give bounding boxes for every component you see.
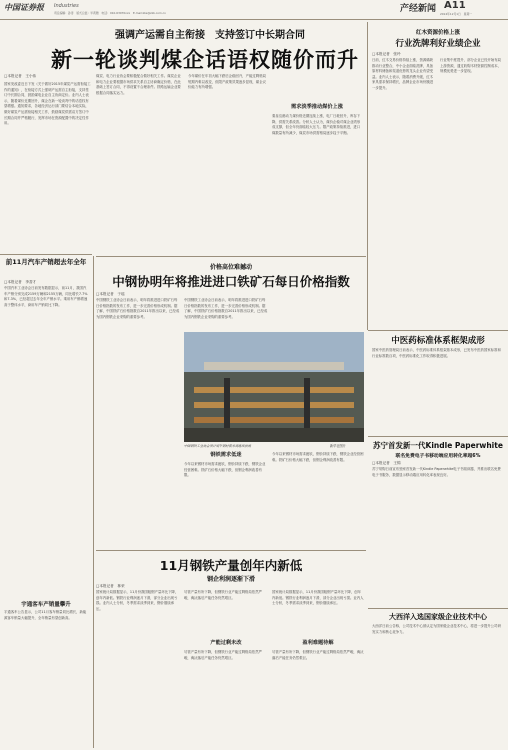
- paper-name: 中国证券报: [4, 3, 44, 12]
- steel-body2: 尽管产量有所下降，但钢铁行业产能过剩格局依然严峻，淘汰落后产能任务仍然艰巨。: [184, 590, 262, 600]
- right-byline: □本报记者 张玲: [372, 52, 401, 56]
- left-box-rule: [0, 254, 92, 255]
- left-box-body: 中国汽车工业协会日前发布数据显示，前11月，我国汽车产销分别完成2159万辆和2155万辆，同比增长7.7%和7.3%，已经超过去年全年产销水平。乘用车产销增速高于整体水平，商用车产销同比下降。: [4, 286, 88, 307]
- dalian-body: 大西洋日前公告称，公司技术中心被认定为国家级企业技术中心，将进一步提升公司研发实力和核心竞争力。: [372, 624, 501, 634]
- steel-sub2: 盈利难题待解: [302, 640, 334, 646]
- mid-kicker: 价格高位难撼动: [209, 264, 252, 271]
- mid-sub1: 钢铁需求低迷: [210, 452, 242, 458]
- mid-body3: 今年以来钢材市场需求疲软，钢价持续下跌，钢铁企业经营困难。铁矿石价格大幅下跌，但钢企利润改善有限。: [272, 452, 364, 462]
- medicine-headline: 中医药标准体系框架成形: [391, 336, 485, 346]
- mid-byline: □本报记者 于瑶: [96, 292, 125, 296]
- info-line: 责任编辑：孙涛 版式总监：毕莉雅 电话：010-63070xxx E-mail:zbs@zzb.com.cn: [54, 11, 166, 15]
- lead-headline: 新一轮谈判煤企话语权随价而升: [51, 48, 359, 72]
- steel-body3: 尽管产量有所下降，但钢铁行业产能过剩格局依然严峻，淘汰落后产能任务仍然艰巨。: [184, 650, 262, 660]
- left-box-body2: 宇通客车公告显示，公司11月客车销量同比增长，新能源客车销量大幅提升，全年销量有望创新高。: [4, 610, 87, 620]
- left-box-title2: 宇通客车产销量攀升: [21, 602, 71, 608]
- steel-headline: 11月钢铁产量创年内新低: [159, 558, 303, 573]
- section-en: Industries: [54, 3, 79, 9]
- steel-rule: [96, 550, 366, 551]
- left-box-byline: □本报记者 李香才: [4, 280, 37, 284]
- left-box-title: 前11月汽车产销超去年全年: [5, 258, 87, 266]
- divider-left: [93, 256, 94, 748]
- mid-body: 中国钢铁工业协会日前表示，明年将推进进口铁矿石每日价格指数的发布工作，进一步完善价格形成机制。据了解，中国铁矿石价格指数自2011年推出以来，已经成为国内钢铁企业采购的重要参考。: [96, 298, 180, 319]
- mid-headline: 中钢协明年将推进进口铁矿石每日价格指数: [112, 274, 350, 289]
- steel-kicker: 钢企利润逐渐下滑: [206, 576, 255, 583]
- mid-rule-top: [96, 256, 366, 257]
- mid-body2: 今年以来钢材市场需求疲软，钢价持续下跌，钢铁企业经营困难。铁矿石价格大幅下跌，但钢企利润改善有限。: [184, 462, 266, 478]
- kindle-kicker: 联名免费电子书移动端应用转化率超6%: [395, 454, 481, 459]
- masthead: [0, 0, 508, 20]
- mid-body-col2: 中国钢铁工业协会日前表示，明年将推进进口铁矿石每日价格指数的发布工作，进一步完善价格形成机制。据了解，中国铁矿石价格指数自2011年推出以来，已经成为国内钢铁企业采购的重要参考。: [184, 298, 268, 319]
- photo-art: [184, 332, 364, 442]
- section-cn: 产经新闻: [400, 4, 437, 14]
- steel-sub1: 产能过剩未改: [210, 640, 242, 646]
- photo-credit: 新华社图片: [330, 444, 346, 448]
- photo-caption: 中国钢铁工业协会预计明年钢材需求将继续放缓: [184, 444, 251, 448]
- steel-body4: 国家统计局数据显示，11月份我国粗钢产量环比下降，创年内新低。钢铁行业利润逐月下滑，部分企业出现亏损。业内人士分析，冬季需求淡季到来，钢价继续承压。: [272, 590, 364, 606]
- steel-body5: 尽管产量有所下降，但钢铁行业产能过剩格局依然严峻，淘汰落后产能任务仍然艰巨。: [272, 650, 364, 660]
- right-headline: 行业洗牌利好业绩企业: [395, 39, 481, 49]
- kindle-body: 苏宁易购日前宣布独家首发新一代Kindle Paperwhite电子书阅读器，并推出联名免费电子书服务，数据显示移动端应用转化率表现良好。: [372, 467, 501, 477]
- masthead-rule: [0, 19, 508, 20]
- kindle-byline: □本报记者 王锦: [372, 461, 401, 465]
- right-body: 日前，红木交易价格持续上涨，资源稀缺推动行业整合，中小企业面临洗牌，具备原材料储备和渠道优势的龙头企业有望受益。业内人士表示，随着消费升级，红木家具需求保持增长，品牌企业市场份额进一步提升。: [372, 58, 434, 90]
- lead-body: 国家发改委近日下发《关于做好2015年煤炭产运需衔接工作的通知》，在衔接方式上强调产运需自主衔接，支持签订中长期合同，鼓励煤电企业自主协商定价。业内人士表示，随着煤价近期回升，煤企在新一轮谈判中的话语权有望增强。通知要求，各地经济运行部门要结合本地实际，做好煤炭产运需衔接相关工作，鼓励煤炭供需双方签订中长期合同并严格履行，发挥市场在资源配置中的决定性作用。: [4, 82, 91, 126]
- steel-byline: □本报记者 林荣: [96, 584, 125, 588]
- dalian-headline: 大西洋入选国家级企业技术中心: [389, 613, 487, 621]
- right-rule-1: [368, 330, 508, 331]
- right-rule-2: [368, 436, 508, 437]
- lead-byline: □本报记者 王小伟: [4, 74, 37, 78]
- page-number: A11: [444, 0, 466, 11]
- divider-right: [367, 22, 368, 330]
- date-line: 2014年12月1日 星期一: [440, 12, 473, 16]
- col2-body: 煤炭、电力行业协会要积极配合做好相关工作。煤炭企业和电力企业要根据市场供求关系自主协商确定价格，在此基础上签订合同，不得设置不合理条件。铁路运输企业要根据合同落实运力。: [96, 74, 181, 95]
- medicine-body: 国家中医药管理局日前表示，中医药标准体系框架基本成形，已发布中医药国家标准和行业标准数百项，中医药标准化工作取得积极进展。: [372, 348, 501, 358]
- news-photo: [184, 332, 364, 442]
- kindle-headline: 苏宁首发新一代Kindle Paperwhite: [373, 441, 503, 450]
- right-body-2: 行业集中度提升，部分企业已经开始布局上游资源，通过收购木材资源控制成本，规模优势进一步显现。: [440, 58, 502, 74]
- right-rule-3: [368, 608, 508, 609]
- col4-body: 秦皇岛港动力煤价格近期连续上涨，电厂日耗回升，库存下降，供需关系改善。分析人士认为，煤价企稳对煤企业绩形成支撑，但全年仍面临较大压力。限产政策持续推进，进口煤数量有所减少，煤炭市场供需格局逐步趋于平衡。: [272, 114, 361, 135]
- right-kicker: 红木资源价格上涨: [415, 30, 460, 36]
- lead-kicker: 强调产运需自主衔接 支持签订中长期合同: [115, 30, 305, 41]
- col4-subhead: 需求淡季推动煤价上涨: [291, 104, 343, 110]
- steel-body: 国家统计局数据显示，11月份我国粗钢产量环比下降，创年内新低。钢铁行业利润逐月下滑，部分企业出现亏损。业内人士分析，冬季需求淡季到来，钢价继续承压。: [96, 590, 179, 611]
- col3-body: 今年煤价在年初大幅下跌后企稳回升，产能过剩格局短期内难以改变，但限产政策效果逐步显现，煤企议价能力有所增强。: [188, 74, 266, 90]
